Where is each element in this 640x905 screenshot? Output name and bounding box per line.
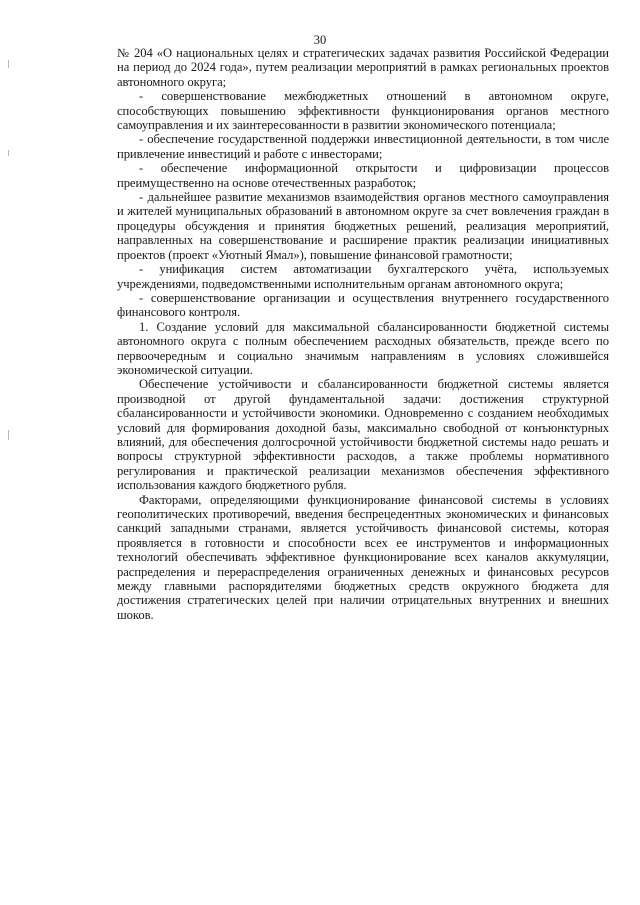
scan-margin-mark xyxy=(8,150,9,156)
list-item: - совершенствование межбюджетных отношений в автономном округе, способствующих повышению эффективности функционирования органов местного самоуправления и их заинтересованности в развитии экономического потенциала; xyxy=(117,89,609,133)
paragraph: Обеспечение устойчивости и сбалансированности бюджетной системы является производной от другой фундаментальной задачи: достижения структурной сбалансированности и устойчивости экономики. Одновременно с созданием необходимых условий для формирования доходной базы, максимально свободной от конъюнктурных влияний, для обеспечения долгосрочной устойчивости бюджетной системы надо решать и вопросы структурной эффективности расходов, а также проблемы нормативного регулирования и практической реализации механизмов обеспечения эффективного использования каждого бюджетного рубля. xyxy=(117,377,609,493)
list-item: - обеспечение информационной открытости и цифровизации процессов преимущественно на основе отечественных разработок; xyxy=(117,161,609,190)
list-item: - унификация систем автоматизации бухгалтерского учёта, используемых учреждениями, подведомственными исполнительным органам автономного округа; xyxy=(117,262,609,291)
paragraph: Факторами, определяющими функционирование финансовой системы в условиях геополитических противоречий, введения беспрецедентных экономических и финансовых санкций западными странами, является устойчивость финансовой системы, которая проявляется в готовности и способности всех ее инструментов и информационных технологий обеспечивать эффективное функционирование всех каналов аккумуляции, распределения и перераспределения ограниченных денежных и финансовых ресурсов между главными распорядителями бюджетных средств окружного бюджета для достижения стратегических целей при наличии отрицательных внутренних и внешних шоков. xyxy=(117,492,609,622)
list-item: - совершенствование организации и осуществления внутреннего государственного финансового контроля. xyxy=(117,290,609,320)
list-item: - дальнейшее развитие механизмов взаимодействия органов местного самоуправления и жителей муниципальных образований в автономном округе за счет вовлечения граждан в процедуры обсуждения и принятия бюджетных решений, реализация мероприятий, направленных на совершенствование и расширение практик реализации инициативных проектов (проект «Уютный Ямал»), повышение финансовой грамотности; xyxy=(117,190,609,262)
paragraph: № 204 «О национальных целях и стратегических задачах развития Российской Федерации на период до 2024 года», путем реализации мероприятий в рамках региональных проектов автономного округа; xyxy=(117,46,609,89)
list-item: - обеспечение государственной поддержки инвестиционной деятельности, в том числе привлечение инвестиций и работе с инвесторами; xyxy=(117,132,609,161)
document-body xyxy=(117,46,609,622)
page-number: 30 xyxy=(313,33,327,47)
scan-margin-mark xyxy=(8,60,9,68)
scan-margin-mark xyxy=(8,430,9,440)
numbered-paragraph: 1. Создание условий для максимальной сбалансированности бюджетной системы автономного округа с полным обеспечением расходных обязательств, прежде всего по первоочередным и социально значимым направлениям в условиях сложившейся экономической ситуации. xyxy=(117,319,609,377)
